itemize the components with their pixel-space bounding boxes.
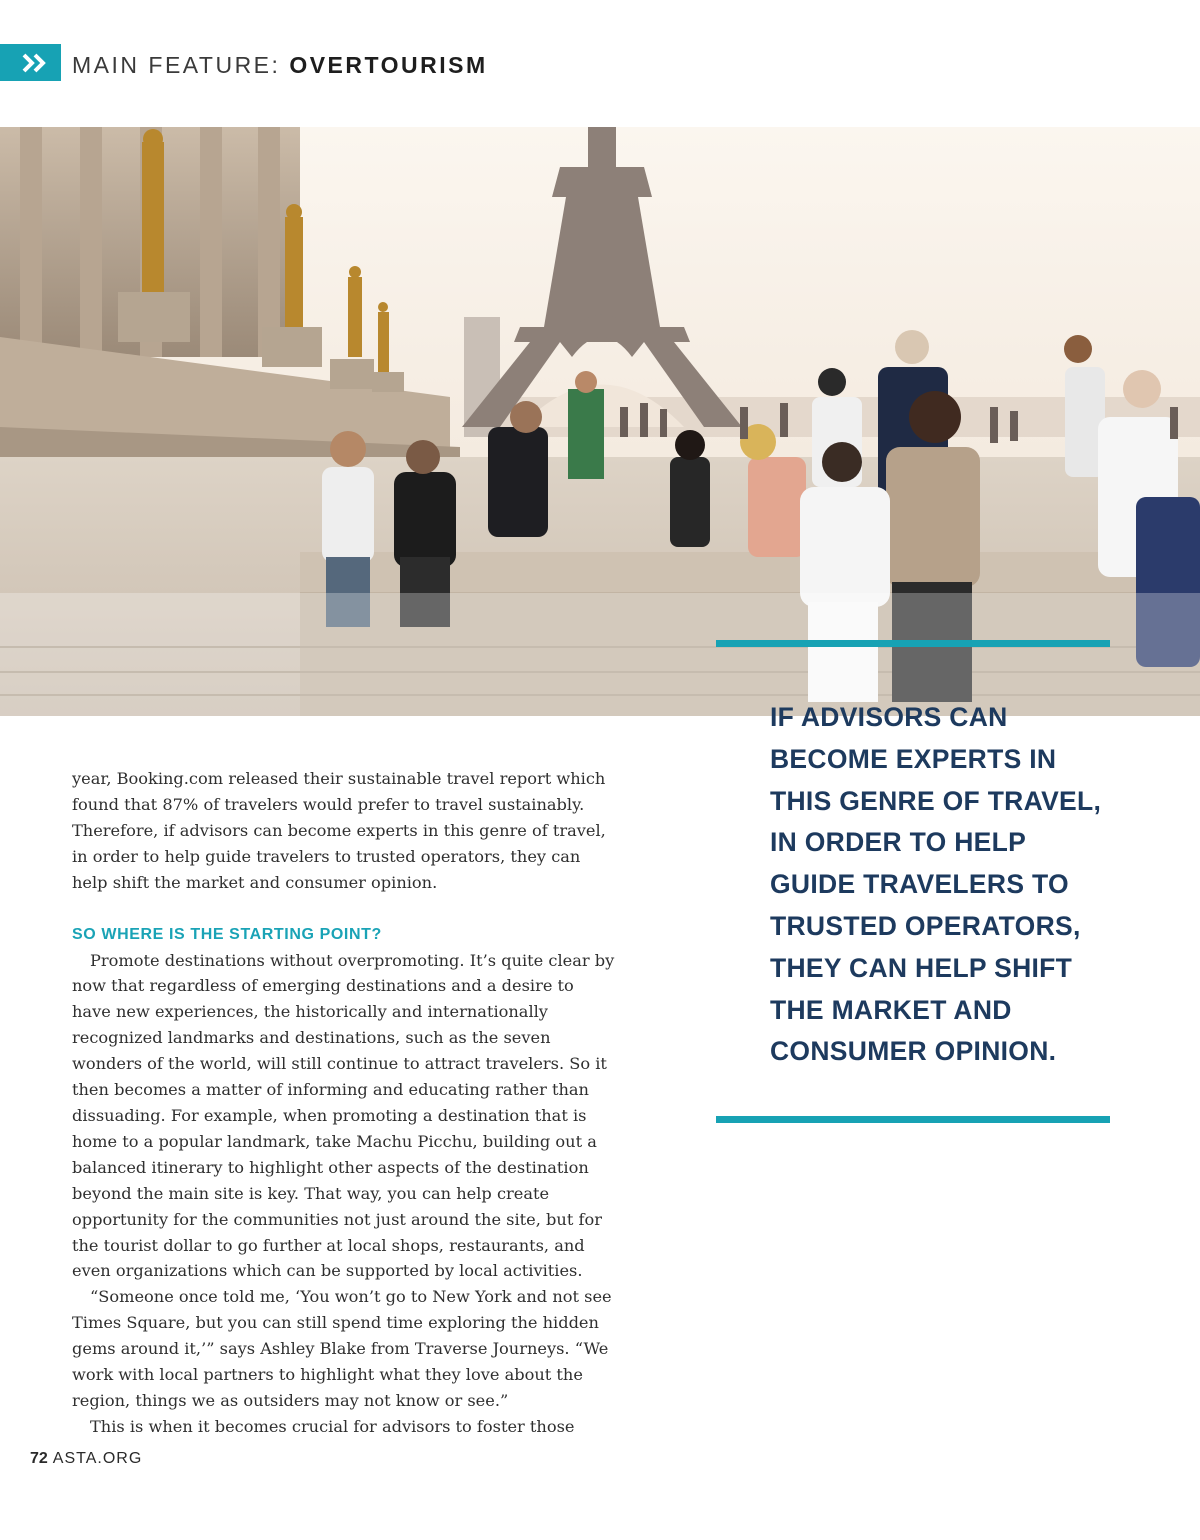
page-footer [30, 1450, 142, 1468]
pull-quote-line: IN ORDER TO HELP [770, 827, 1027, 858]
pull-quote-line: THIS GENRE OF TRAVEL, [770, 785, 1102, 816]
photo-eiffel-tower-crowd [0, 127, 1200, 716]
pull-quote-line: THEY CAN HELP SHIFT [770, 952, 1073, 983]
section-topic: OVERTOURISM [289, 52, 488, 78]
page-number: 72 [30, 1450, 48, 1467]
site-url: ASTA.ORG [52, 1450, 143, 1467]
body-paragraph: year, Booking.com released their sustainable travel report which found that 87% of travelers would prefer to travel sustainably. Therefore, if advisors can become experts in this genre of travel, in order to help guide travelers to trusted operators, they can help shift the market and consumer opinion. [72, 769, 606, 892]
pull-quote-line: BECOME EXPERTS IN [770, 743, 1057, 774]
pull-quote-rule-bottom [716, 1116, 1110, 1123]
pull-quote-line: GUIDE TRAVELERS TO [770, 869, 1069, 900]
article-body [72, 766, 617, 1440]
pull-quote-rule-top [716, 640, 1110, 647]
pull-quote [770, 697, 1130, 1073]
body-paragraph: This is when it becomes crucial for advisors to foster those [90, 1416, 575, 1436]
pull-quote-line: CONSUMER OPINION. [770, 1036, 1057, 1067]
section-header [72, 52, 488, 79]
pull-quote-line: THE MARKET AND [770, 994, 1012, 1025]
body-paragraph: “Someone once told me, ‘You won’t go to New York and not see Times Square, but you can still spend time exploring the hidden gems around it,’” says Ashley Blake from Traverse Journeys. “We work with local partners to highlight what they love about the region, things we as outsiders may not know or see.” [72, 1287, 612, 1410]
double-chevron-right-icon [0, 44, 61, 81]
pull-quote-line: TRUSTED OPERATORS, [770, 910, 1081, 941]
subheading: SO WHERE IS THE STARTING POINT? [72, 925, 382, 943]
section-label: MAIN FEATURE: [72, 52, 281, 78]
body-paragraph: Promote destinations without overpromoting. It’s quite clear by now that regardless of emerging destinations and a desire to have new experiences, the historically and internationally recognized landmarks and destinations, such as the seven wonders of the world, will still continue to attract travelers. So it then becomes a matter of informing and educating rather than dissuading. For example, when promoting a destination that is home to a popular landmark, take Machu Picchu, building out a balanced itinerary to highlight other aspects of the destination beyond the main site is key. That way, you can help create opportunity for the communities not just around the site, but for the tourist dollar to go further at local shops, restaurants, and even organizations which can be supported by local activities. [72, 950, 615, 1281]
pull-quote-line: IF ADVISORS CAN [770, 702, 1008, 732]
